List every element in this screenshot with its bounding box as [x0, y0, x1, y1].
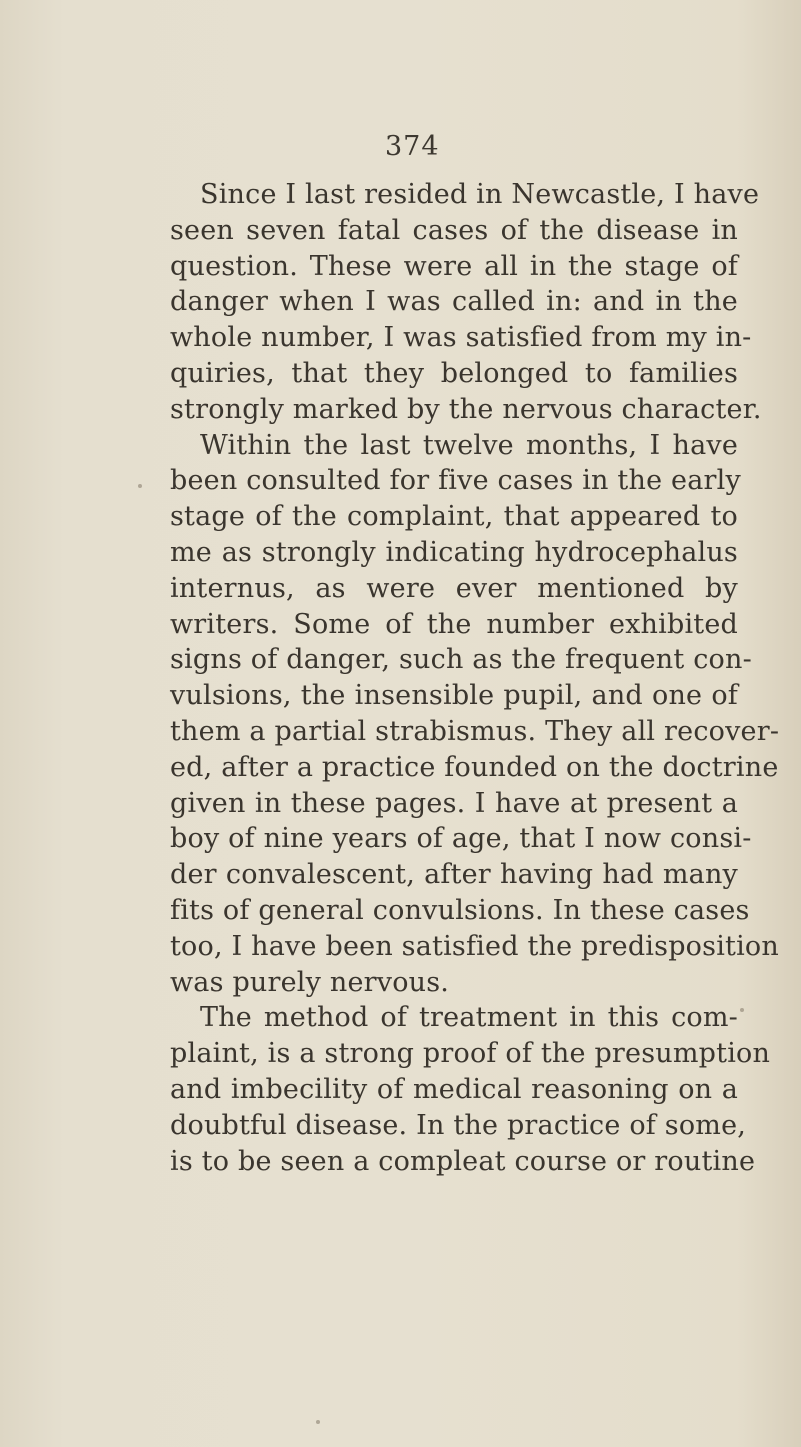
paragraph-3 — [170, 1000, 771, 1179]
text-line: seen seven fatal cases of the disease in — [170, 214, 738, 246]
text-line: Since I last resided in Newcastle, I have — [200, 179, 760, 210]
text-line: strongly marked by the nervous character. — [170, 393, 762, 425]
text-line: stage of the complaint, that appeared to — [170, 501, 738, 533]
text-line: boy of nine years of age, that I now consi- — [170, 823, 752, 855]
text-line: and imbecility of medical reasoning on a — [170, 1073, 738, 1105]
text-line: was purely nervous. — [170, 966, 450, 998]
text-line: given in these pages. I have at present a — [170, 787, 738, 819]
text-line: doubtful disease. In the practice of some, — [170, 1109, 747, 1141]
text-line: me as strongly indicating hydrocephalus — [170, 536, 738, 568]
text-line: The method of treatment in this com- — [200, 1002, 738, 1034]
text-line: too, I have been satisfied the predisposition — [170, 930, 779, 962]
paper-speck — [138, 484, 142, 488]
text-line: vulsions, the insensible pupil, and one of — [170, 680, 738, 712]
text-line: plaint, is a strong proof of the presumption — [170, 1038, 771, 1070]
text-line: question. These were all in the stage of — [170, 250, 738, 282]
text-line: been consulted for five cases in the early — [170, 465, 741, 497]
text-line: whole number, I was satisfied from my in- — [170, 322, 752, 354]
text-line: them a partial strabismus. They all recover- — [170, 715, 780, 747]
text-line: signs of danger, such as the frequent con- — [170, 644, 752, 676]
paper-speck — [316, 1420, 320, 1424]
text-line: is to be seen a compleat course or routine — [170, 1145, 756, 1177]
body-text — [170, 177, 780, 1179]
text-line: der convalescent, after having had many — [170, 859, 738, 891]
text-line: ed, after a practice founded on the doctrine — [170, 751, 779, 783]
paper-speck — [740, 1008, 744, 1012]
text-line: Within the last twelve months, I have — [200, 429, 738, 461]
text-line: fits of general convulsions. In these cases — [170, 894, 750, 926]
paragraph-2 — [170, 428, 780, 1001]
text-line: internus, as were ever mentioned by — [170, 572, 738, 604]
page-number: 374 — [385, 131, 440, 162]
text-line: writers. Some of the number exhibited — [170, 608, 738, 640]
text-line: quiries, that they belonged to families — [170, 357, 738, 389]
paragraph-1 — [170, 177, 762, 428]
text-line: danger when I was called in: and in the — [170, 286, 738, 318]
